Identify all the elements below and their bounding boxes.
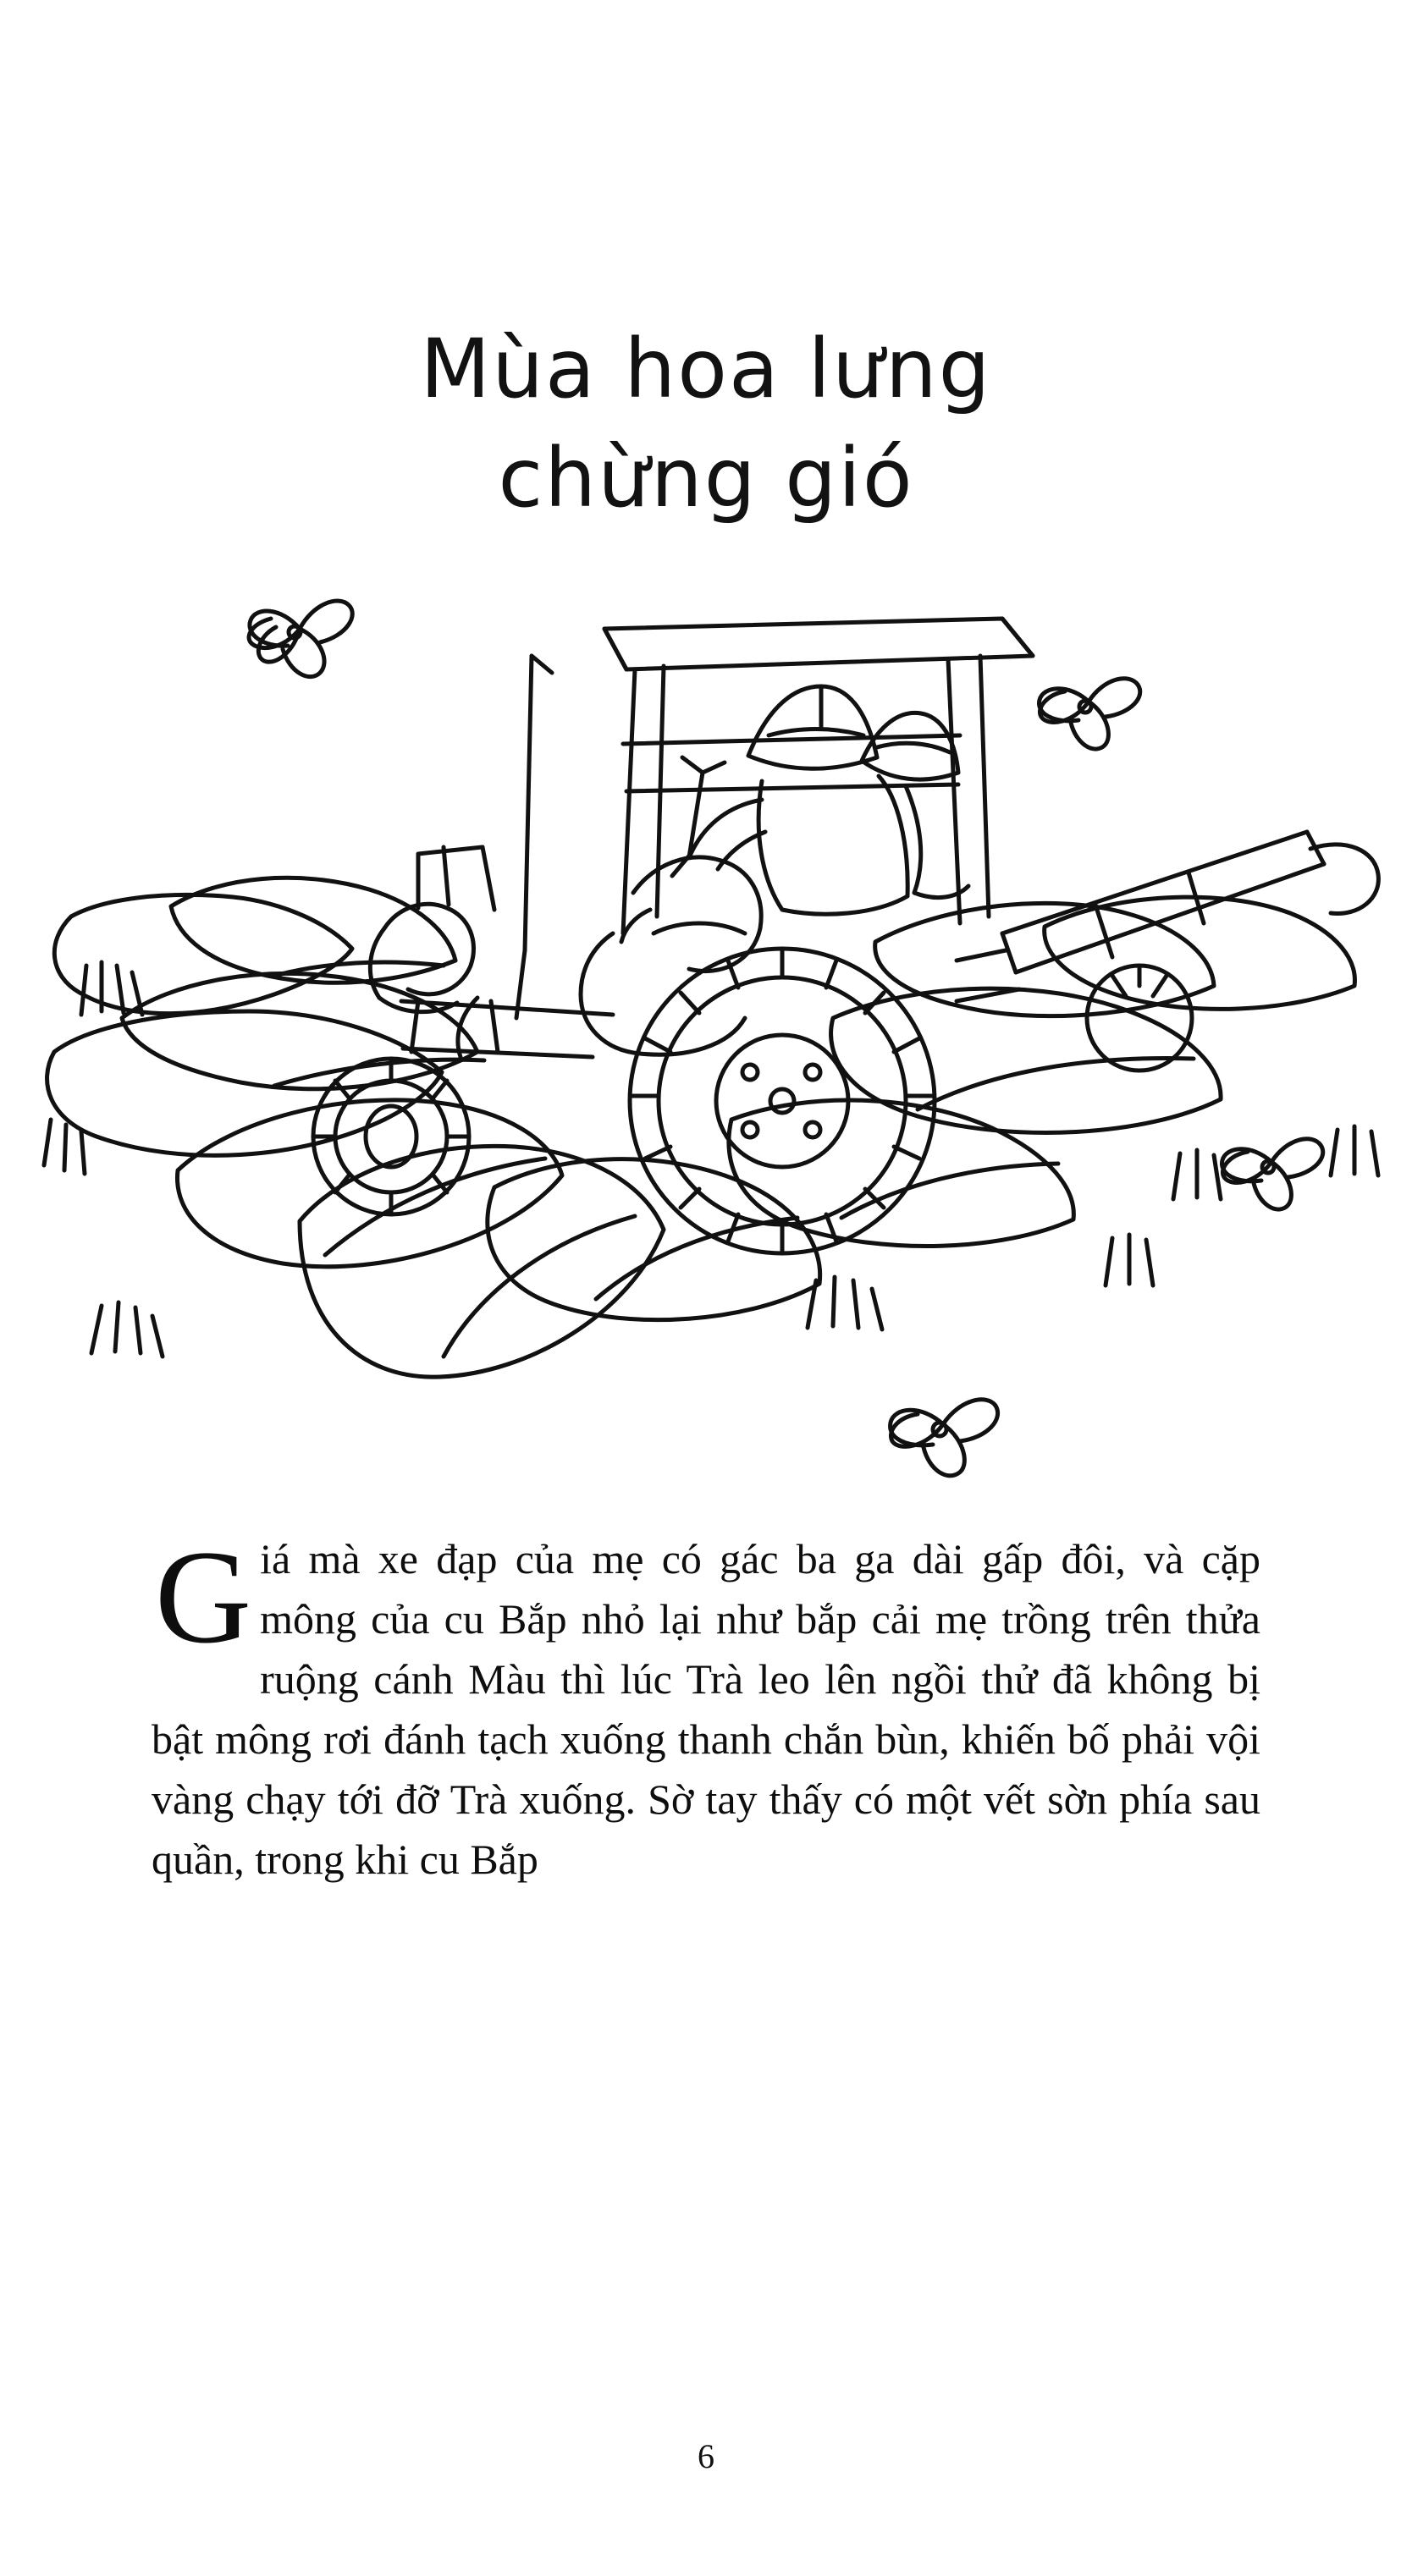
illustration [20,578,1392,1500]
tractor-icon [313,619,1378,1253]
page-title [156,322,1256,527]
drop-cap: G [155,1522,252,1671]
paragraph-text: iá mà xe đạp của mẹ có gác ba ga dài gấp đôi, và cặp mông của cu Bắp nhỏ lại như bắp cải mẹ trồng trên thửa ruộng cánh Màu thì lúc Trà leo lên ngồi thử đã không bị bật mông rơi đánh tạch xuống thanh chắn bùn, khiến bố phải vội vàng chạy tới đỡ Trà xuống. Sờ tay thấy có một vết sờn phía sau quần, trong khi cu Bắp [152,1534,1260,1883]
title-line-2: chừng gió [498,431,914,526]
tractor-front-wheel [313,1059,469,1214]
page-number: 6 [698,2437,714,2475]
body-text [152,1522,1260,1890]
title-line-1: Mùa hoa lưng [420,322,992,416]
grass-tufts-icon [44,962,1378,1357]
body-paragraph [152,1522,1260,1890]
lotus-petals-icon [47,878,1355,1377]
